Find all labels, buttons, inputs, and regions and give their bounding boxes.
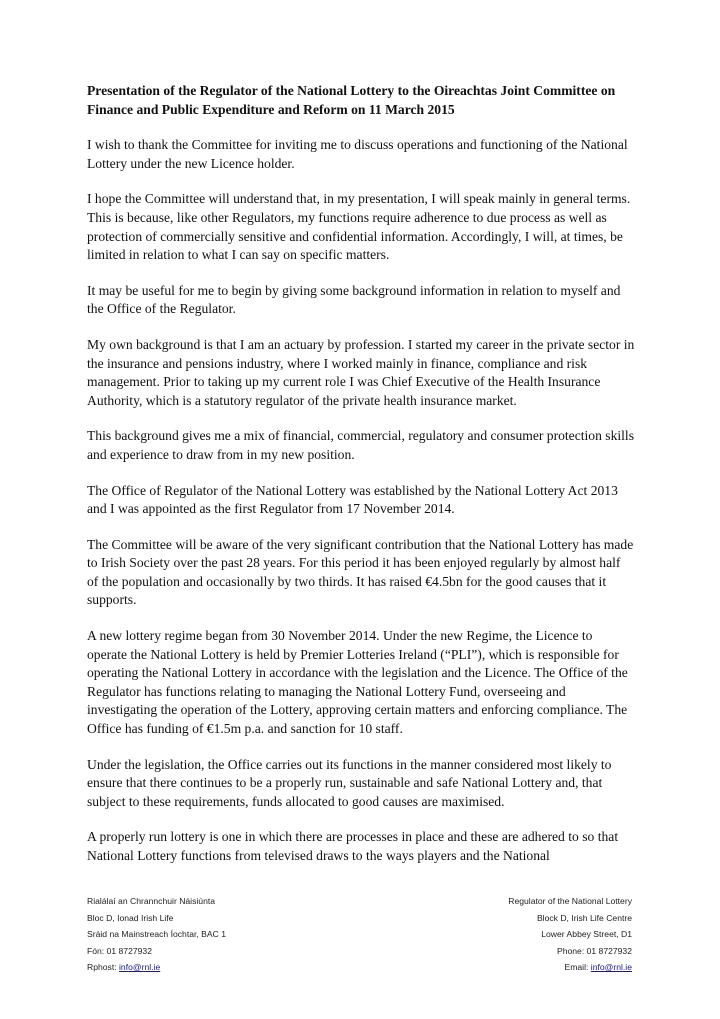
paragraph: This background gives me a mix of financial, commercial, regulatory and consumer protection skills and experience to draw from in my new position.: [87, 428, 634, 462]
footer-line: Bloc D, Ionad Irish Life: [87, 912, 174, 923]
paragraph: I wish to thank the Committee for inviting me to discuss operations and functioning of the National Lottery under the new Licence holder.: [87, 137, 628, 171]
paragraph: I hope the Committee will understand that, in my presentation, I will speak mainly in general terms. This is because, like other Regulators, my functions require adherence to due process as well as protection of commercially sensitive and confidential information. Accordingly, I will, at times, be limited in relation to what I can say on specific matters.: [87, 191, 631, 263]
paragraph: The Office of Regulator of the National Lottery was established by the National Lottery Act 2013 and I was appointed as the first Regulator from 17 November 2014.: [87, 482, 618, 517]
footer-line: Fón: 01 8727932: [87, 945, 152, 956]
page-footer: [87, 893, 632, 976]
footer-email-line: [87, 959, 226, 976]
paragraph: It may be useful for me to begin by giving some background information in relation to myself and the Office of the Regulator.: [87, 282, 621, 317]
footer-english-address: [508, 893, 632, 976]
footer-irish-address: [87, 893, 226, 976]
paragraph: The Committee will be aware of the very significant contribution that the National Lottery has made to Irish Society over the past 28 years. For this period it has been enjoyed regularly by almost half of the population and occasionally by two thirds. It has raised €4.5bn for the good causes that it supports.: [87, 536, 634, 608]
paragraph: Under the legislation, the Office carries out its functions in the manner considered most likely to ensure that there continues to be a properly run, sustainable and safe National Lottery and, that subject to these requirements, funds allocated to good causes are maximised.: [87, 756, 612, 809]
email-label: Email:: [564, 962, 591, 972]
document-title: Presentation of the Regulator of the National Lottery to the Oireachtas Joint Committee on Finance and Public Expenditure and Reform on 11 March 2015: [87, 83, 616, 117]
footer-line: Phone: 01 8727932: [556, 945, 632, 956]
footer-email-line: [508, 959, 632, 976]
footer-line: Block D, Irish Life Centre: [536, 912, 632, 923]
footer-line: Sráid na Mainstreach Íochtar, BAC 1: [87, 929, 227, 939]
email-link[interactable]: info@rnl.ie: [119, 962, 161, 972]
paragraph: A new lottery regime began from 30 November 2014. Under the new Regime, the Licence to operate the National Lottery is held by Premier Lotteries Ireland (“PLI”), which is responsible for operating the National Lottery in accordance with the legislation and the Licence. The Office of the Regulator has functions relating to managing the National Lottery Fund, overseeing and investigating the operation of the Lottery, approving certain matters and enforcing compliance. The Office has funding of €1.5m p.a. and sanction for 10 staff.: [87, 628, 628, 737]
paragraph: My own background is that I am an actuary by profession. I started my career in the private sector in the insurance and pensions industry, where I worked mainly in finance, compliance and risk management. Prior to taking up my current role I was Chief Executive of the Health Insurance Authority, which is a statutory regulator of the private health insurance market.: [87, 336, 635, 408]
email-link[interactable]: info@rnl.ie: [590, 962, 632, 972]
footer-line: Rialálaí an Chrannchuir Náisiúnta: [87, 896, 216, 906]
document-body: [87, 82, 635, 883]
paragraph: A properly run lottery is one in which there are processes in place and these are adhered to so that National Lottery functions from televised draws to the ways players and the National: [87, 829, 619, 863]
email-label: Rphost:: [87, 962, 120, 972]
footer-line: Regulator of the National Lottery: [508, 896, 632, 906]
footer-line: Lower Abbey Street, D1: [541, 929, 632, 939]
